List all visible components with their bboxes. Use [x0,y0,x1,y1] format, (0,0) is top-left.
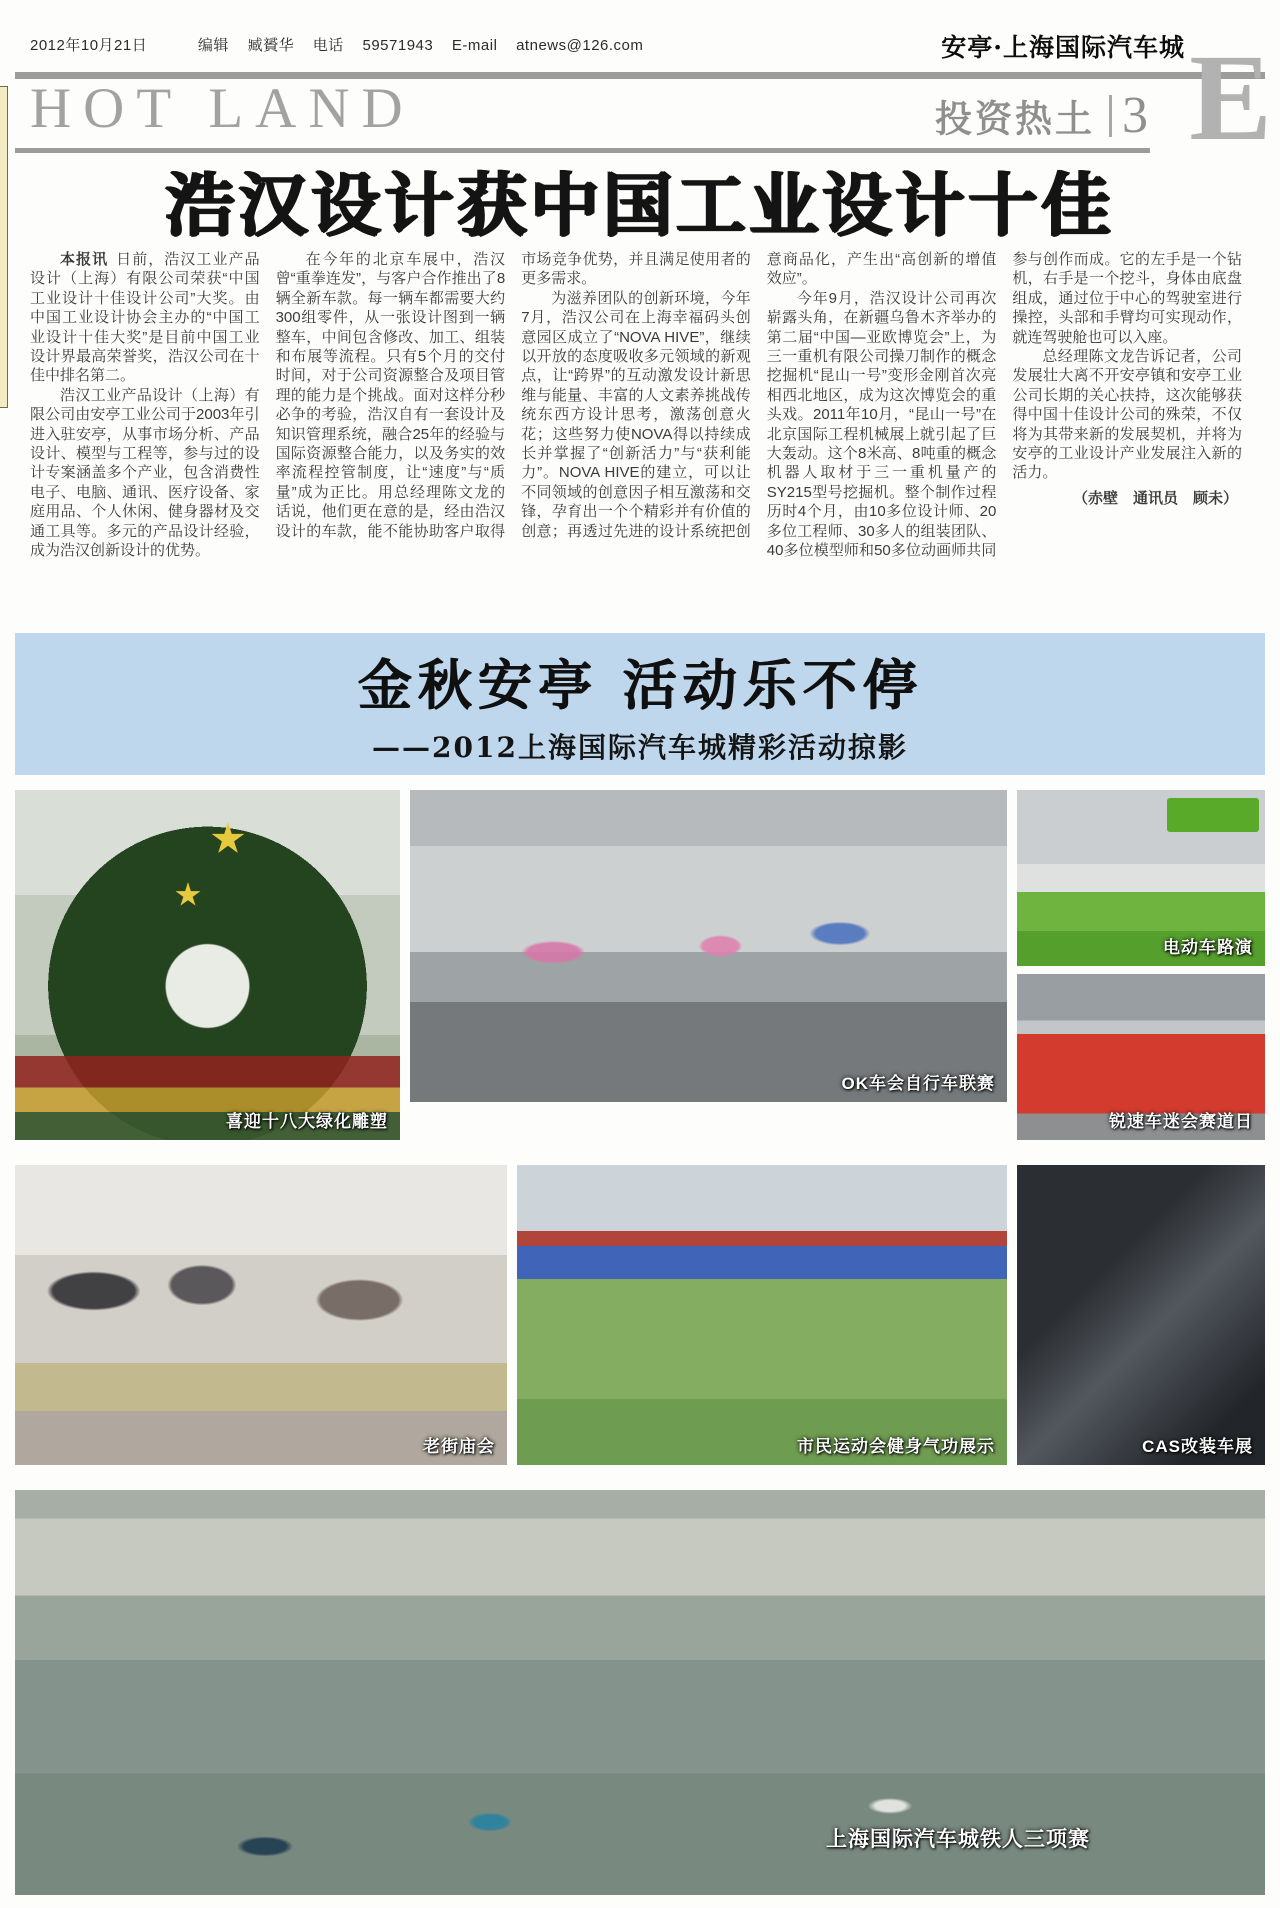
issue-date: 2012年10月21日 [30,37,148,54]
photo-cycling-race [410,790,1007,1102]
photo-triathlon [15,1490,1265,1895]
email-address: atnews@126.com [516,37,644,54]
photo-caption: 老街庙会 [423,1437,495,1456]
green-sign-decoration [1167,798,1259,832]
photo-caption: 锐速车迷会赛道日 [1109,1112,1253,1131]
section-title-cn: 投资热土 [935,98,1095,140]
editor-name: 臧贇华 [247,37,295,54]
article-paragraph: 为滋养团队的创新环境，今年7月，浩汉公司在上海幸福码头创意园区成立了“NOVA HIVE”，继续以开放的态度吸收多元领域的新观点，让“跨界”的互动激发设计新思维与能量、丰富的人文素养挑战传统东西方设计思考，激荡创意火花；这些努力使NOVA得以持续成长并掌握了“创新活力”与“获利能力”。NOVA HIVE的建立，可以让不同领域的创意因子相互激荡和交锋，孕育出一个个精彩并有价值的创意；再透过先进的设计系统把创意商品化，产生出“高创新的增值效应”。 [521,251,997,540]
star-decoration [175,882,201,908]
photo-caption: 上海国际汽车城铁人三项赛 [826,1828,1090,1851]
photo-caption: CAS改装车展 [1142,1437,1253,1456]
masthead-meta [30,34,657,55]
edition-letter: E [1189,29,1272,166]
phone-label: 电话 [312,37,344,54]
section-title-en: HOT LAND [30,77,415,140]
photo-caption: 电动车路演 [1163,938,1253,957]
feature-subtitle: ——2012上海国际汽车城精彩活动掠影 [372,731,908,764]
paragraph-text: 日前，浩汉工业产品设计（上海）有限公司荣获“中国工业设计十佳设计公司”大奖。由中国工业设计协会主办的“中国工业设计十佳大奖”是目前中国工业设计界最高荣誉奖，浩汉公司在十佳中排名第二。 [30,251,260,385]
vertical-divider [1109,95,1112,137]
article-paragraph: 总经理陈文龙告诉记者，公司发展壮大离不开安亭镇和安亭工业公司长期的关心扶持，这次能够获得中国十佳设计公司的殊荣，不仅将为其带来新的发展契机，并将为安亭的工业设计产业发展注入新的活力。 [1012,348,1242,482]
lead-tag: 本报讯 [60,251,109,268]
star-decoration [211,822,245,856]
article-byline: （赤壁 通讯员 顾未） [1072,489,1238,507]
photo-temple-fair [15,1165,507,1465]
photo-caption: OK车会自行车联赛 [841,1074,995,1093]
photo-qigong-demo [517,1165,1007,1465]
photo-sportscar-trackday [1017,974,1265,1140]
article-headline: 浩汉设计获中国工业设计十佳 [165,167,1115,244]
feature-banner [15,633,1265,775]
article-paragraph: 浩汉工业产品设计（上海）有限公司由安亭工业公司于2003年引进入驻安亭，从事市场分析、产品设计、模型与工程等，参与过的设计专案涵盖多个产业，包含消费性电子、电脑、通讯、医疗设备、家庭用品、个人休闲、健身器材及交通工具等。多元的产品设计经验，成为浩汉创新设计的优势。 [30,386,260,560]
editor-label: 编辑 [197,37,229,54]
page-number: 3 [1122,87,1148,144]
photo-ev-roadshow [1017,790,1265,966]
section-title-cn-group [935,86,1148,145]
photo-cas-auto-show [1017,1165,1265,1465]
masthead [30,28,1250,62]
phone-number: 59571943 [362,37,434,54]
article-paragraph: 在今年的北京车展中，浩汉曾“重拳连发”，与客户合作推出了8辆全新车款。每一辆车都需要大约300组零件，从一张设计图到一辆整车，中间包含修改、加工、组装和布展等流程。只有5个月的交付时间，对于公司资源整合及项目管理的能力是个挑战。面对这样分秒必争的考验，浩汉自有一套设计及知识管理系统，融合25年的经验与国际资源整合能力，以及务实的效率流程控管制度，让“速度”与“质量”成为正比。用总经理陈文龙的话说，他们更在意的是，经由浩汉设计的车款，能不能协助客户取得市场竞争优势，并且满足使用者的更多需求。 [275,251,751,540]
article-paragraph [30,250,260,386]
photo-caption: 喜迎十八大绿化雕塑 [226,1112,388,1131]
photo-topiary-sculpture [15,790,400,1140]
feature-title: 金秋安亭 活动乐不停 [357,653,923,717]
brand-title: 安亭·上海国际汽车城 [941,33,1185,62]
scan-edge-artifact [0,86,8,408]
photo-caption: 市民运动会健身气功展示 [797,1437,995,1456]
article-body [30,250,1242,618]
email-label: E-mail [451,37,498,54]
article-paragraph: 今年9月，浩汉设计公司再次崭露头角，在新疆乌鲁木齐举办的第二届“中国—亚欧博览会”上，为三一重机有限公司操刀制作的概念挖掘机“昆山一号”变形金刚首次亮相西北地区，成为这次博览会的重头戏。2011年10月，“昆山一号”在北京国际工程机械展上就引起了巨大轰动。这个8米高、8吨重的概念机器人取材于三一重机量产的SY215型号挖掘机。整个制作过程历时4个月，由10多位设计师、20多位工程师、30多人的组装团队、40多位模型师和50多位动画师共同参与创作而成。它的左手是一个钻机，右手是一个挖斗，身体由底盘组成，通过位于中心的驾驶室进行操控，头部和手臂均可实现动作，就连驾驶舱也可以入座。 [766,251,1242,560]
